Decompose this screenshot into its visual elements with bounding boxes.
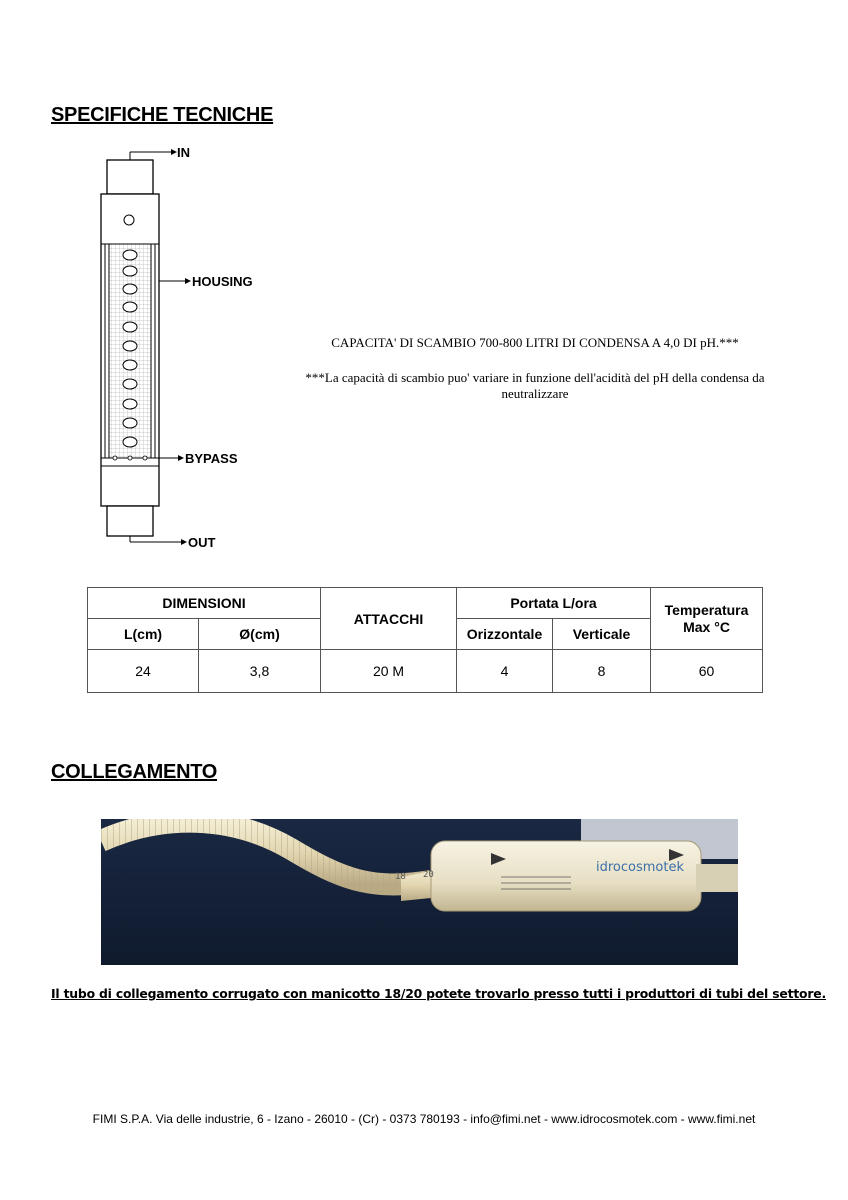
- tube-marking-1: 18: [395, 872, 406, 882]
- diagram-housing-label: HOUSING: [192, 274, 253, 289]
- cell-d: 3,8: [199, 650, 321, 693]
- header-dimensioni: DIMENSIONI: [88, 588, 321, 619]
- cell-attacchi: 20 M: [321, 650, 457, 693]
- product-photo: [101, 819, 738, 965]
- brand-logo: idrocosmotek: [596, 860, 684, 875]
- diagram-in-label: IN: [177, 145, 190, 160]
- connection-title: COLLEGAMENTO: [51, 761, 218, 783]
- table-row: [88, 650, 763, 693]
- subheader-l: L(cm): [88, 619, 199, 650]
- subheader-orizzontale: Orizzontale: [457, 619, 553, 650]
- corrugated-tube-illustration: [101, 819, 738, 965]
- cell-orizzontale: 4: [457, 650, 553, 693]
- subheader-d: Ø(cm): [199, 619, 321, 650]
- diagram-out-label: OUT: [188, 535, 216, 550]
- cell-l: 24: [88, 650, 199, 693]
- capacity-main-text: CAPACITA' DI SCAMBIO 700-800 LITRI DI CONDENSA A 4,0 DI pH.***: [331, 335, 739, 350]
- subheader-verticale: Verticale: [553, 619, 651, 650]
- header-attacchi: ATTACCHI: [321, 588, 457, 650]
- cell-temperatura: 60: [651, 650, 763, 693]
- footer-contact: FIMI S.P.A. Via delle industrie, 6 - Izano - 26010 - (Cr) - 0373 780193 - info@fimi.net - www.idrocosmotek.com - www.fimi.net: [92, 1112, 756, 1126]
- header-temperatura: Temperatura Max °C: [651, 588, 763, 650]
- capacity-note-text: ***La capacità di scambio puo' variare in funzione dell'acidità del pH della condensa da neutralizzare: [305, 370, 765, 401]
- spec-table: [87, 587, 763, 693]
- tube-marking-2: 20: [423, 870, 434, 880]
- cell-verticale: 8: [553, 650, 651, 693]
- neutralizer-diagram: [95, 140, 285, 560]
- diagram-bypass-label: BYPASS: [185, 451, 238, 466]
- specs-title: SPECIFICHE TECNICHE: [51, 104, 274, 126]
- header-portata: Portata L/ora: [457, 588, 651, 619]
- tube-caption: Il tubo di collegamento corrugato con manicotto 18/20 potete trovarlo presso tutti i produttori di tubi del settore.: [51, 986, 826, 1001]
